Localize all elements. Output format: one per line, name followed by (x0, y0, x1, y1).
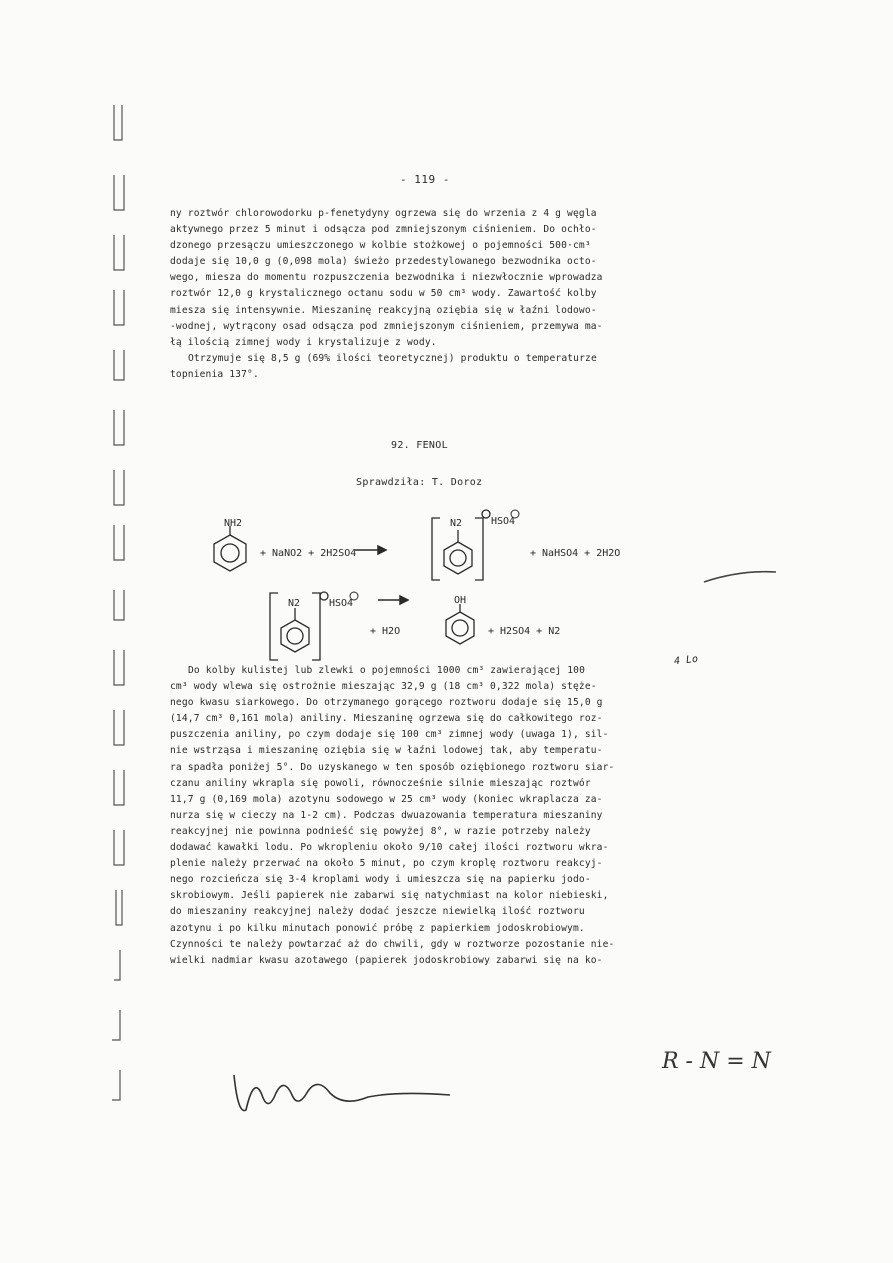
pen-stroke (700, 560, 780, 590)
reaction2-products: + H2SO4 + N2 (488, 626, 561, 637)
reaction-arrow (355, 546, 386, 554)
text-line: reakcyjnej nie powinna podnieść się powyżej 8°, w razie potrzeby należy (170, 825, 591, 837)
text-line: aktywnego przez 5 minut i odsącza pod zmniejszonym ciśnieniem. Do ochło- (170, 224, 597, 236)
text-line: wego, miesza do momentu rozpuszczenia bezwodnika i niezwłocznie wprowadza (170, 272, 603, 284)
diazo-n2-label-2: N2 (288, 598, 301, 609)
phenol-oh-label: OH (454, 595, 467, 606)
text-line: cm³ wody wlewa się ostrożnie mieszając 32,9 g (18 cm³ 0,322 mola) stęże- (170, 681, 597, 693)
section-title: 92. FENOL (391, 440, 448, 451)
anion-charge-mark-2 (350, 592, 358, 600)
handwritten-formula (660, 1040, 771, 1080)
reaction-arrow-2 (378, 596, 408, 604)
text-line: dzonego przesączu umieszczonego w kolbie stożkowej o pojemności 500·cm³ (170, 240, 591, 252)
aniline-structure (214, 526, 246, 571)
diazo-n2-label: N2 (450, 518, 463, 529)
text-line: ny roztwór chlorowodorku p-fenetydyny ogrzewa się do wrzenia z 4 g węgla (170, 208, 597, 219)
text-line: topnienia 137°. (170, 368, 259, 380)
text-line: roztwór 12,0 g krystalicznego octanu sodu w 50 cm³ wody. Zawartość kolby (170, 288, 597, 300)
reaction1-reagents: + NaNO2 + 2H2SO4 (260, 548, 357, 559)
text-line: ra spadła poniżej 5°. Do uzyskanego w ten sposób oziębionego roztworu siar- (170, 761, 615, 773)
paragraph-top (170, 206, 690, 383)
text-line: Do kolby kulistej lub zlewki o pojemności 1000 cm³ zawierającej 100 (188, 665, 586, 676)
text-line: nego rozcieńcza się 3-4 kroplami wody i umieszcza się na papierku jodo- (170, 874, 591, 886)
handwritten-formula-text: R - N = N (662, 1049, 771, 1074)
author-line: Sprawdziła: T. Doroz (356, 477, 483, 488)
phenol-structure (446, 604, 474, 644)
text-line: miesza się intensywnie. Mieszaninę reakcyjną oziębia się w łaźni lodowo- (170, 304, 597, 316)
text-line: czanu aniliny wkrapla się powoli, równocześnie silnie mieszając roztwór (170, 777, 591, 789)
text-line: plenie należy przerwać na około 5 minut, po czym kroplę roztworu reakcyj- (170, 858, 603, 870)
text-line: 11,7 g (0,169 mola) azotynu sodowego w 25 cm³ wody (koniec wkraplacza za- (170, 793, 603, 805)
text-line: Czynności te należy powtarzać aż do chwili, gdy w roztworze pozostanie nie- (170, 938, 615, 950)
text-line: puszczenia aniliny, po czym dodaje się 100 cm³ zimnej wody (uwaga 1), sil- (170, 729, 609, 741)
text-line: -wodnej, wytrącony osad odsącza pod zmniejszonym ciśnieniem, przemywa ma- (170, 320, 603, 332)
text-line: dodawać kawałki lodu. Po wkropleniu około 9/10 całej ilości roztworu wkra- (170, 842, 609, 854)
paragraph-main (170, 663, 690, 969)
page-number: - 119 - (400, 173, 450, 186)
text-line: skrobiowym. Jeśli papierek nie zabarwi się natychmiast na kolor niebieski, (170, 890, 609, 902)
text-line: wielki nadmiar kwasu azotawego (papierek jodoskrobiowy zabarwi się na ko- (170, 954, 603, 966)
diazo-anion-label-2: HSO4 (329, 598, 354, 609)
diazo-anion-label: HSO4 (491, 516, 516, 527)
text-line: nego kwasu siarkowego. Do otrzymanego gorącego roztworu dodaje się 15,0 g (170, 697, 603, 709)
text-line: nurza się w cieczy na 1-2 cm). Podczas dwuazowania temperatura mieszaniny (170, 809, 603, 821)
text-line: nie wstrząsa i mieszaninę oziębia się w łaźni lodowej tak, aby temperatu- (170, 745, 603, 757)
reaction2-water: + H2O (370, 626, 401, 637)
reaction1-products: + NaHSO4 + 2H2O (530, 548, 621, 559)
text-line: łą ilością zimnej wody i krystalizuje z wody. (170, 336, 437, 348)
text-line: azotynu i po kilku minutach ponowić próbę z papierkiem jodoskrobiowym. (170, 922, 585, 934)
text-line: do mieszaniny reakcyjnej należy dodać jeszcze niewielką ilość roztworu (170, 906, 585, 918)
handwritten-margin-note: 4 Lo (673, 653, 699, 668)
handwritten-signature (228, 1055, 458, 1125)
text-line: Otrzymuje się 8,5 g (69% ilości teoretycznej) produktu o temperaturze (188, 352, 597, 364)
aniline-nh2-label: NH2 (224, 518, 243, 529)
text-line: dodaje się 10,0 g (0,098 mola) świeżo przedestylowanego bezwodnika octo- (170, 256, 597, 268)
text-line: (14,7 cm³ 0,161 mola) aniliny. Mieszaninę ogrzewa się do całkowitego roz- (170, 713, 603, 725)
